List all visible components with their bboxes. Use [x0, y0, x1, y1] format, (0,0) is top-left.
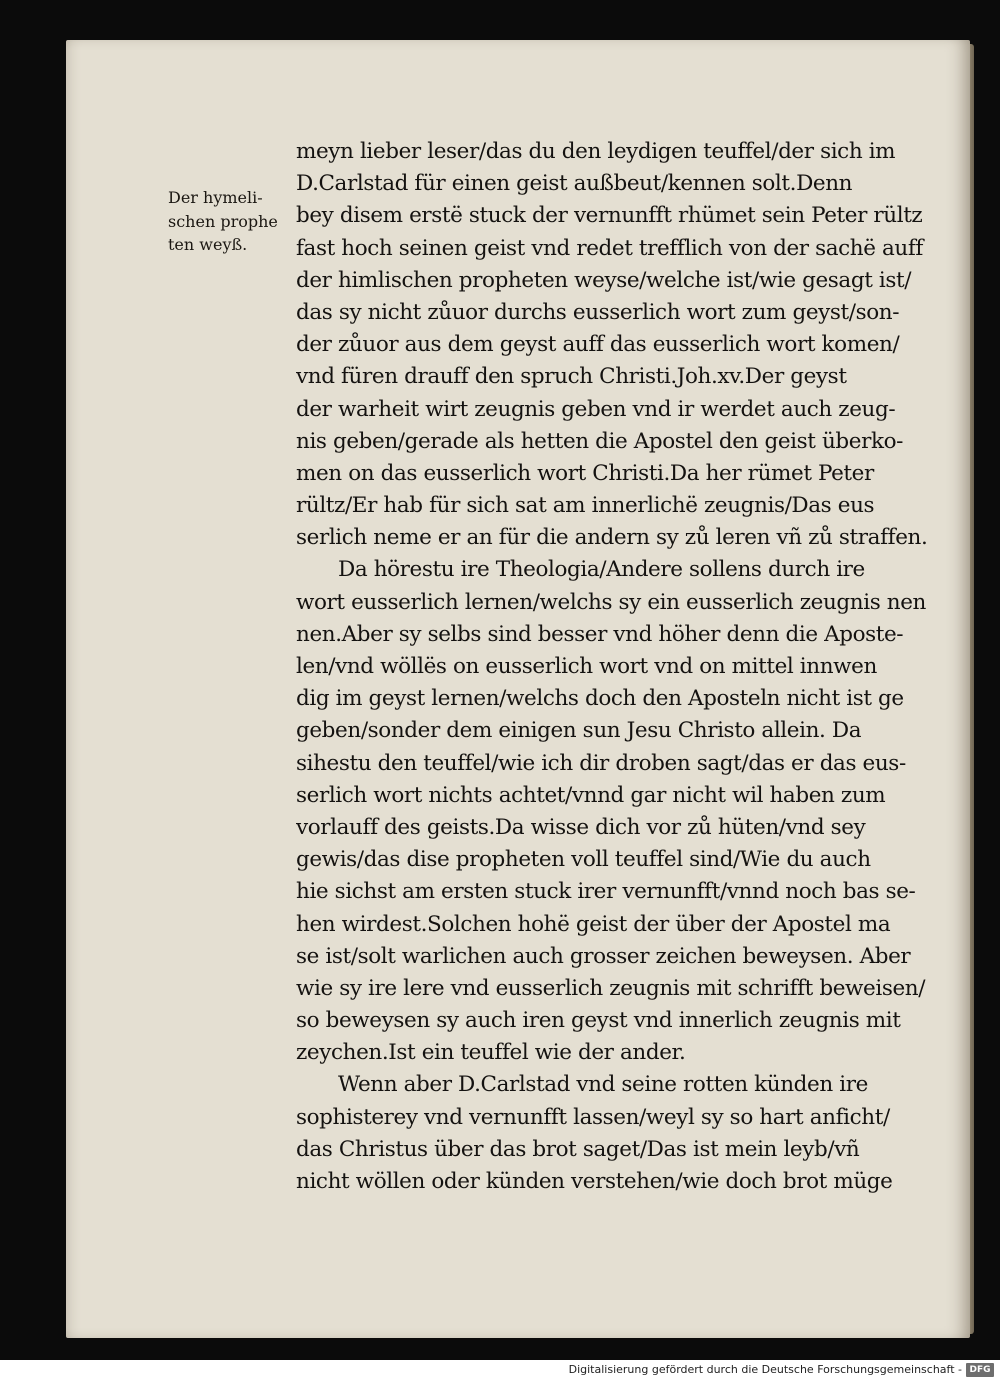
- text-line: nicht wöllen oder künden verstehen/wie doch brot müge: [296, 1169, 893, 1194]
- text-line: fast hoch seinen geist vnd redet trefflich von der sachë auff: [296, 235, 923, 261]
- text-line: geben/sonder dem einigen sun Jesu Christo allein. Da: [296, 718, 862, 744]
- marginal-note: [168, 186, 294, 257]
- text-line: nen.Aber sy selbs sind besser vnd höher denn die Aposte-: [296, 621, 904, 647]
- text-line: D.Carlstad für einen geist außbeut/kennen solt.Denn: [296, 171, 853, 197]
- text-line: der himlischen propheten weyse/welche ist/wie gesagt ist/: [296, 267, 912, 293]
- text-line: len/vnd wöllës on eusserlich wort vnd on mittel innwen: [296, 654, 877, 679]
- text-line: bey disem erstë stuck der vernunfft rhümet sein Peter rültz: [296, 203, 923, 229]
- footer-bar: [0, 1360, 1000, 1381]
- text-line: wie sy ire lere vnd eusserlich zeugnis mit schrifft beweisen/: [296, 975, 926, 1001]
- marginal-note-line: ten weyß.: [168, 235, 248, 254]
- text-line: nis geben/gerade als hetten die Apostel den geist überko-: [296, 428, 903, 454]
- text-line: serlich neme er an für die andern sy zů leren vñ zů straffen.: [296, 525, 928, 551]
- text-line: so beweysen sy auch iren geyst vnd innerlich zeugnis mit: [296, 1008, 901, 1034]
- text-line: serlich wort nichts achtet/vnnd gar nicht wil haben zum: [296, 782, 886, 808]
- text-line: hen wirdest.Solchen hohë geist der über der Apostel ma: [296, 911, 891, 937]
- text-line: se ist/solt warlichen auch grosser zeichen beweysen. Aber: [296, 943, 911, 969]
- text-line: sihestu den teuffel/wie ich dir droben sagt/das er das eus-: [296, 750, 906, 776]
- marginal-note-line: Der hymeli-: [168, 188, 263, 207]
- text-line: das Christus über das brot saget/Das ist mein leyb/vñ: [296, 1136, 860, 1162]
- text-line: Wenn aber D.Carlstad vnd seine rotten künden ire: [338, 1072, 868, 1098]
- text-line: der warheit wirt zeugnis geben vnd ir werdet auch zeug-: [296, 396, 896, 422]
- text-line: zeychen.Ist ein teuffel wie der ander.: [296, 1040, 686, 1066]
- text-line: Da hörestu ire Theologia/Andere sollens durch ire: [338, 557, 865, 583]
- text-line: sophisterey vnd vernunfft lassen/weyl sy so hart anficht/: [296, 1104, 890, 1130]
- text-line: vorlauff des geists.Da wisse dich vor zů hüten/vnd sey: [296, 814, 866, 840]
- text-line: der zůuor aus dem geyst auff das eusserlich wort komen/: [296, 332, 900, 358]
- text-line: vnd füren drauff den spruch Christi.Joh.xv.Der geyst: [296, 364, 847, 390]
- dfg-logo: DFG: [966, 1363, 994, 1377]
- text-line: wort eusserlich lernen/welchs sy ein eusserlich zeugnis nen: [296, 589, 926, 615]
- funding-credit: Digitalisierung gefördert durch die Deutsche Forschungsgemeinschaft -: [568, 1363, 962, 1376]
- text-line: meyn lieber leser/das du den leydigen teuffel/der sich im: [296, 139, 896, 164]
- text-line: gewis/das dise propheten voll teuffel sind/Wie du auch: [296, 847, 871, 873]
- main-text: [296, 136, 936, 1198]
- text-line: men on das eusserlich wort Christi.Da her rümet Peter: [296, 460, 874, 486]
- text-line: rültz/Er hab für sich sat am innerlichë zeugnis/Das eus: [296, 493, 875, 519]
- text-line: hie sichst am ersten stuck irer vernunfft/vnnd noch bas se-: [296, 879, 916, 905]
- text-line: das sy nicht zůuor durchs eusserlich wort zum geyst/son-: [296, 299, 900, 325]
- marginal-note-line: schen prophe: [168, 211, 278, 231]
- text-line: dig im geyst lernen/welchs doch den Aposteln nicht ist ge: [296, 686, 904, 712]
